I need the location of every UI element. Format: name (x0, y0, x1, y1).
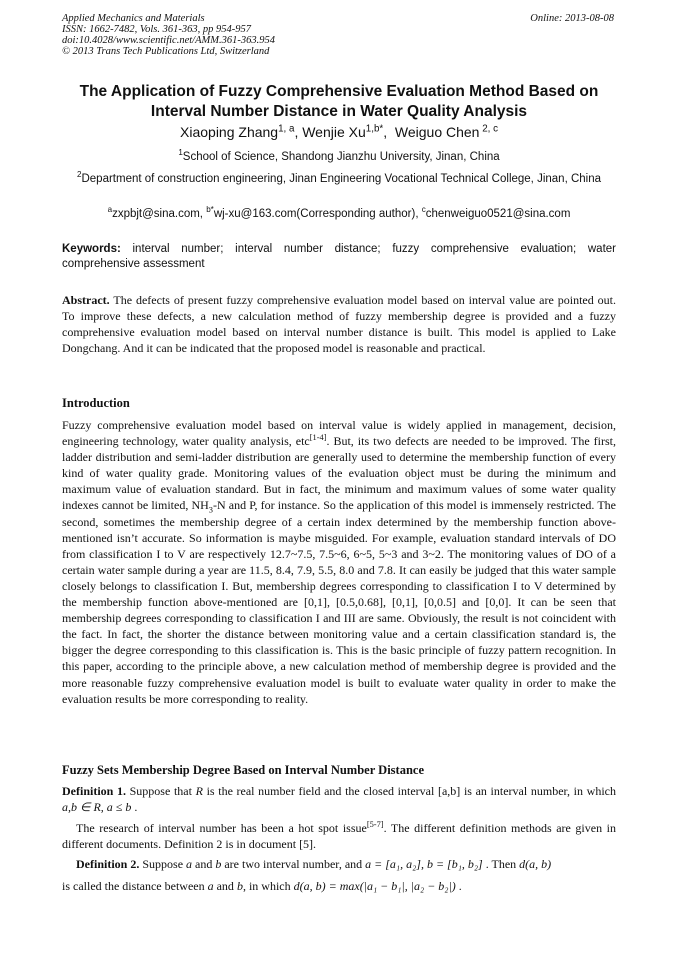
intro-heading: Introduction (62, 396, 130, 410)
citation: [1-4] (309, 433, 327, 443)
citation: [5-7] (366, 820, 384, 829)
definition-text: . (131, 800, 138, 815)
math-symbol: a (186, 857, 193, 871)
author-mark: 1,b* (365, 123, 384, 135)
math-expression: a = [a₁, a₂], b = [b₁, b₂] (365, 857, 483, 871)
email-mark: b* (206, 205, 214, 215)
definition-text: . (455, 879, 462, 893)
definition-label: Definition 2. (76, 857, 140, 871)
affiliation-2 (62, 172, 616, 187)
section-heading: Fuzzy Sets Membership Degree Based on Interval Number Distance (62, 763, 424, 777)
doi-line: doi:10.4028/www.scientific.net/AMM.361-363.954 (62, 35, 275, 46)
affiliation-mark: 1 (178, 148, 183, 158)
author-name: Weiguo Chen (394, 124, 480, 140)
issn-line: ISSN: 1662-7482, Vols. 361-363, pp 954-957 (62, 24, 251, 35)
paragraph-text: The research of interval number has been a hot spot issue (76, 821, 367, 835)
definition-1 (62, 783, 616, 815)
affiliation-text: Department of construction engineering, Jinan Engineering Vocational Technical College, Jinan, China (81, 173, 602, 185)
math-expression: d(a, b) (519, 857, 552, 871)
title-line-2: Interval Number Distance in Water Quality Analysis (150, 103, 528, 120)
author-name: Wenjie Xu (302, 124, 366, 140)
intro-paragraph (62, 417, 616, 707)
definition-2-continued (62, 878, 616, 894)
email-address: chenweiguo0521@sina.com (425, 208, 571, 220)
email-mark: c (421, 205, 426, 215)
intro-text: Fuzzy comprehensive evaluation model based on interval value is widely applied in management, decision, engineering technology, water quality analysis, etc (62, 418, 616, 449)
math-expression: d(a, b) = max(|a₁ − b₁|, |a₂ − b₂|) (293, 879, 456, 893)
author-mark: 1, a (278, 123, 295, 135)
definition-text: is called the distance between (62, 879, 208, 893)
email-address: zxpbjt@sina.com, (112, 208, 207, 220)
abstract (62, 292, 616, 356)
math-symbol: b (215, 857, 222, 871)
keywords-label: Keywords: (62, 243, 121, 255)
subscript: 3 (208, 505, 213, 515)
definition-label: Definition 1. (62, 784, 126, 798)
online-date: Online: 2013-08-08 (530, 13, 614, 24)
title-line-1: The Application of Fuzzy Comprehensive Evaluation Method Based on (79, 83, 599, 100)
email-line (62, 207, 616, 222)
email-address: wj-xu@163.com(Corresponding author), (213, 208, 422, 220)
intro-text: -N and P, for instance. So the application of this model is immensely restricted. The second, sometimes the membership degree of a certain index determined by the membership function above-mentioned isn’t accurate. So information is maybe misguided. For example, evaluation standard intervals of DO from classification I to V are respectively 12.7~7.5, 7.5~6, 6~5, 5~3 and 3~2. The monitoring values of DO of a certain water sample during a year are 11.5, 8.4, 7.9, 5.5, 8.0 and 7.8. It can easily be judged that this water sample closely belongs to classification I. But, membership degrees corresponding to classification I to V determined by the membership function above-mentioned are [0,1], [0.5,0.68], [0,1], [0,0.5] and [0,0]. It can be seen that membership degrees corresponding to classification I and III are same. Obviously, the result is not coincident with the fact. In fact, the shorter the distance between monitoring value and a certain classification standard is, the bigger the degree corresponding to this classification is. This is the basic principle of fuzzy pattern recognition. In this paper, according to the principle above, a new calculation method of membership degree is provided and the more reasonable fuzzy comprehensive evaluation model is built to evaluate water quality in order to make the evaluation results be more corresponding to reality. (62, 498, 616, 706)
affiliation-1 (62, 150, 616, 165)
abstract-text: The defects of present fuzzy comprehensive evaluation model based on interval value are pointed out. To improve these defects, a new calculation method of fuzzy membership degree is provided and a fuzzy comprehensive evaluation model based on interval number distance is built. This model is applied to Lake Dongchang. And it can be indicated that the proposed model is reasonable and practical. (62, 293, 616, 356)
research-paragraph (62, 820, 616, 852)
math-symbol: R (195, 784, 203, 798)
definition-text: and (213, 879, 237, 893)
intro-text: . But, its two defects are needed to be improved. The first, ladder distribution and semi-ladder distribution are generally used to determine the membership function of every kind of water quality grade. Monitoring values of the evaluation object must be during the minimum and maximum value of evaluation standard. But in fact, the minimum and maximum values of some water quality indexes cannot be limited, NH (62, 434, 617, 513)
paragraph-text: . The different definition methods are given in different documents. Definition 2 is in document [5]. (62, 821, 616, 852)
author-name: Xiaoping Zhang (180, 124, 279, 140)
definition-text: . Then (482, 857, 520, 871)
math-symbol: b (236, 879, 243, 893)
copyright-line: © 2013 Trans Tech Publications Ltd, Switzerland (62, 46, 270, 57)
math-expression: a,b ∈ R, a ≤ b (62, 800, 132, 815)
author-mark: 2, c (479, 123, 498, 135)
journal-name: Applied Mechanics and Materials (62, 13, 205, 24)
definition-text: are two interval number, and (221, 857, 366, 871)
abstract-label: Abstract. (62, 293, 110, 307)
definition-text: and (192, 857, 216, 871)
affiliation-text: School of Science, Shandong Jianzhu University, Jinan, China (182, 151, 500, 163)
keywords-text: interval number; interval number distance; fuzzy comprehensive evaluation; water comprehensive assessment (62, 243, 616, 270)
definition-text: Suppose that (125, 784, 196, 798)
email-mark: a (107, 205, 113, 215)
definition-text: Suppose (139, 857, 187, 871)
definition-text: , in which (242, 879, 294, 893)
author-list: Xiaoping Zhang$^{1, a}$, Wenjie $Xu^{1,b*}$, Weiguo Chen $^{2, c}$ (180, 123, 498, 140)
definition-2 (62, 856, 616, 872)
math-symbol: a (207, 879, 214, 893)
keywords (62, 242, 616, 272)
definition-text: is the real number field and the closed interval [a,b] is an interval number, in which (202, 784, 616, 798)
paper-title (62, 82, 616, 122)
affiliation-mark: 2 (76, 170, 82, 180)
journal-header (62, 13, 275, 57)
